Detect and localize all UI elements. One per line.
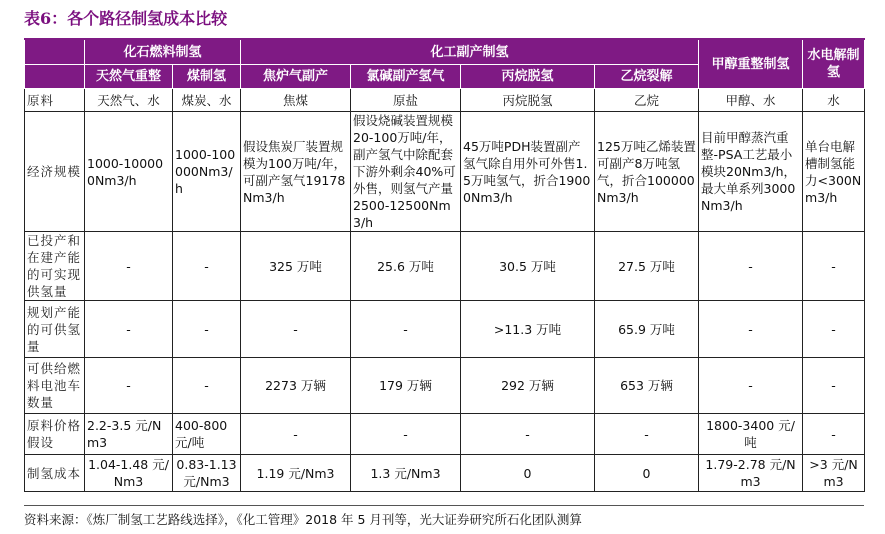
cell: 焦煤 bbox=[241, 89, 351, 112]
cell: 0 bbox=[461, 455, 595, 492]
cell: 0 bbox=[595, 455, 699, 492]
cell: 27.5 万吨 bbox=[595, 232, 699, 301]
cell: - bbox=[241, 301, 351, 358]
cell: 653 万辆 bbox=[595, 358, 699, 414]
cell: - bbox=[803, 232, 865, 301]
row-hydrogen-cost bbox=[25, 455, 865, 492]
cell: 煤炭、水 bbox=[173, 89, 241, 112]
cell: 1.19 元/Nm3 bbox=[241, 455, 351, 492]
cell: 乙烷 bbox=[595, 89, 699, 112]
cell: 1.3 元/Nm3 bbox=[351, 455, 461, 492]
cell: - bbox=[173, 301, 241, 358]
source-note: 资料来源：《炼厂制氢工艺路线选择》，《化工管理》2018 年 5 月刊等，光大证券研究所石化团队测算 bbox=[24, 512, 582, 527]
cell: 179 万辆 bbox=[351, 358, 461, 414]
group-methanol: 甲醇重整制氢 bbox=[699, 39, 803, 89]
cell: 单台电解槽制氢能力<300Nm3/h bbox=[803, 112, 865, 232]
row-label: 原料 bbox=[25, 89, 85, 112]
cell: - bbox=[351, 414, 461, 455]
cell: - bbox=[461, 414, 595, 455]
cell: - bbox=[85, 232, 173, 301]
cell: 假设烧碱装置规模20-100万吨/年，副产氢气中除配套下游外剩余40%可外售，则氢气产量2500-12500Nm3/h bbox=[351, 112, 461, 232]
route-pdh: 丙烷脱氢 bbox=[461, 65, 595, 89]
cell: - bbox=[173, 232, 241, 301]
route-coke: 焦炉气副产 bbox=[241, 65, 351, 89]
source-divider bbox=[24, 505, 864, 506]
cell: - bbox=[241, 414, 351, 455]
row-label: 已投产和在建产能的可实现供氢量 bbox=[25, 232, 85, 301]
cell: - bbox=[173, 358, 241, 414]
cell: 2.2-3.5 元/Nm3 bbox=[85, 414, 173, 455]
cell: 1800-3400 元/吨 bbox=[699, 414, 803, 455]
cell: 30.5 万吨 bbox=[461, 232, 595, 301]
row-label: 规划产能的可供氢量 bbox=[25, 301, 85, 358]
cell: - bbox=[803, 301, 865, 358]
row-planned-supply bbox=[25, 301, 865, 358]
cell: 假设焦炭厂装置规模为100万吨/年，可副产氢气19178Nm3/h bbox=[241, 112, 351, 232]
route-ethane: 乙烷裂解 bbox=[595, 65, 699, 89]
group-header-row bbox=[25, 39, 865, 65]
cell: - bbox=[85, 358, 173, 414]
row-label: 原料价格假设 bbox=[25, 414, 85, 455]
cell: >11.3 万吨 bbox=[461, 301, 595, 358]
group-hydro: 水电解制氢 bbox=[803, 39, 865, 89]
cell: - bbox=[803, 414, 865, 455]
cell: - bbox=[595, 414, 699, 455]
cell: 25.6 万吨 bbox=[351, 232, 461, 301]
row-material bbox=[25, 89, 865, 112]
group-chemical: 化工副产制氢 bbox=[241, 39, 699, 65]
row-price-assumption bbox=[25, 414, 865, 455]
route-coal: 煤制氢 bbox=[173, 65, 241, 89]
table-title: 表6：各个路径制氢成本比较 bbox=[24, 9, 228, 28]
cell: 1.79-2.78 元/Nm3 bbox=[699, 455, 803, 492]
cell: 水 bbox=[803, 89, 865, 112]
route-chloralkali: 氯碱副产氢气 bbox=[351, 65, 461, 89]
cell: 400-800元/吨 bbox=[173, 414, 241, 455]
corner-cell-2 bbox=[25, 65, 85, 89]
cell: 65.9 万吨 bbox=[595, 301, 699, 358]
cell: 325 万吨 bbox=[241, 232, 351, 301]
cell: - bbox=[699, 358, 803, 414]
row-fcv-count bbox=[25, 358, 865, 414]
cell: 原盐 bbox=[351, 89, 461, 112]
cell: 2273 万辆 bbox=[241, 358, 351, 414]
cell: 292 万辆 bbox=[461, 358, 595, 414]
cell: - bbox=[803, 358, 865, 414]
cell: - bbox=[351, 301, 461, 358]
cell: 目前甲醇蒸汽重整-PSA工艺最小模块20Nm3/h，最大单系列3000Nm3/h bbox=[699, 112, 803, 232]
row-label: 制氢成本 bbox=[25, 455, 85, 492]
row-scale bbox=[25, 112, 865, 232]
cell: 45万吨PDH装置副产氢气除自用外可外售1.5万吨氢气，折合19000Nm3/h bbox=[461, 112, 595, 232]
cell: 1000-100000Nm3/h bbox=[173, 112, 241, 232]
row-label: 经济规模 bbox=[25, 112, 85, 232]
route-natgas: 天然气重整 bbox=[85, 65, 173, 89]
cell: 0.83-1.13元/Nm3 bbox=[173, 455, 241, 492]
cell: - bbox=[699, 232, 803, 301]
group-fossil: 化石燃料制氢 bbox=[85, 39, 241, 65]
cell: - bbox=[699, 301, 803, 358]
corner-cell bbox=[25, 39, 85, 65]
cell: 1000-100000Nm3/h bbox=[85, 112, 173, 232]
hydrogen-cost-table bbox=[24, 38, 865, 492]
row-current-supply bbox=[25, 232, 865, 301]
cell: 丙烷脱氢 bbox=[461, 89, 595, 112]
cell: 125万吨乙烯装置可副产8万吨氢气，折合100000Nm3/h bbox=[595, 112, 699, 232]
cell: >3 元/Nm3 bbox=[803, 455, 865, 492]
cell: 甲醇、水 bbox=[699, 89, 803, 112]
cell: 1.04-1.48 元/Nm3 bbox=[85, 455, 173, 492]
cell: 天然气、水 bbox=[85, 89, 173, 112]
row-label: 可供给燃料电池车数量 bbox=[25, 358, 85, 414]
cell: - bbox=[85, 301, 173, 358]
